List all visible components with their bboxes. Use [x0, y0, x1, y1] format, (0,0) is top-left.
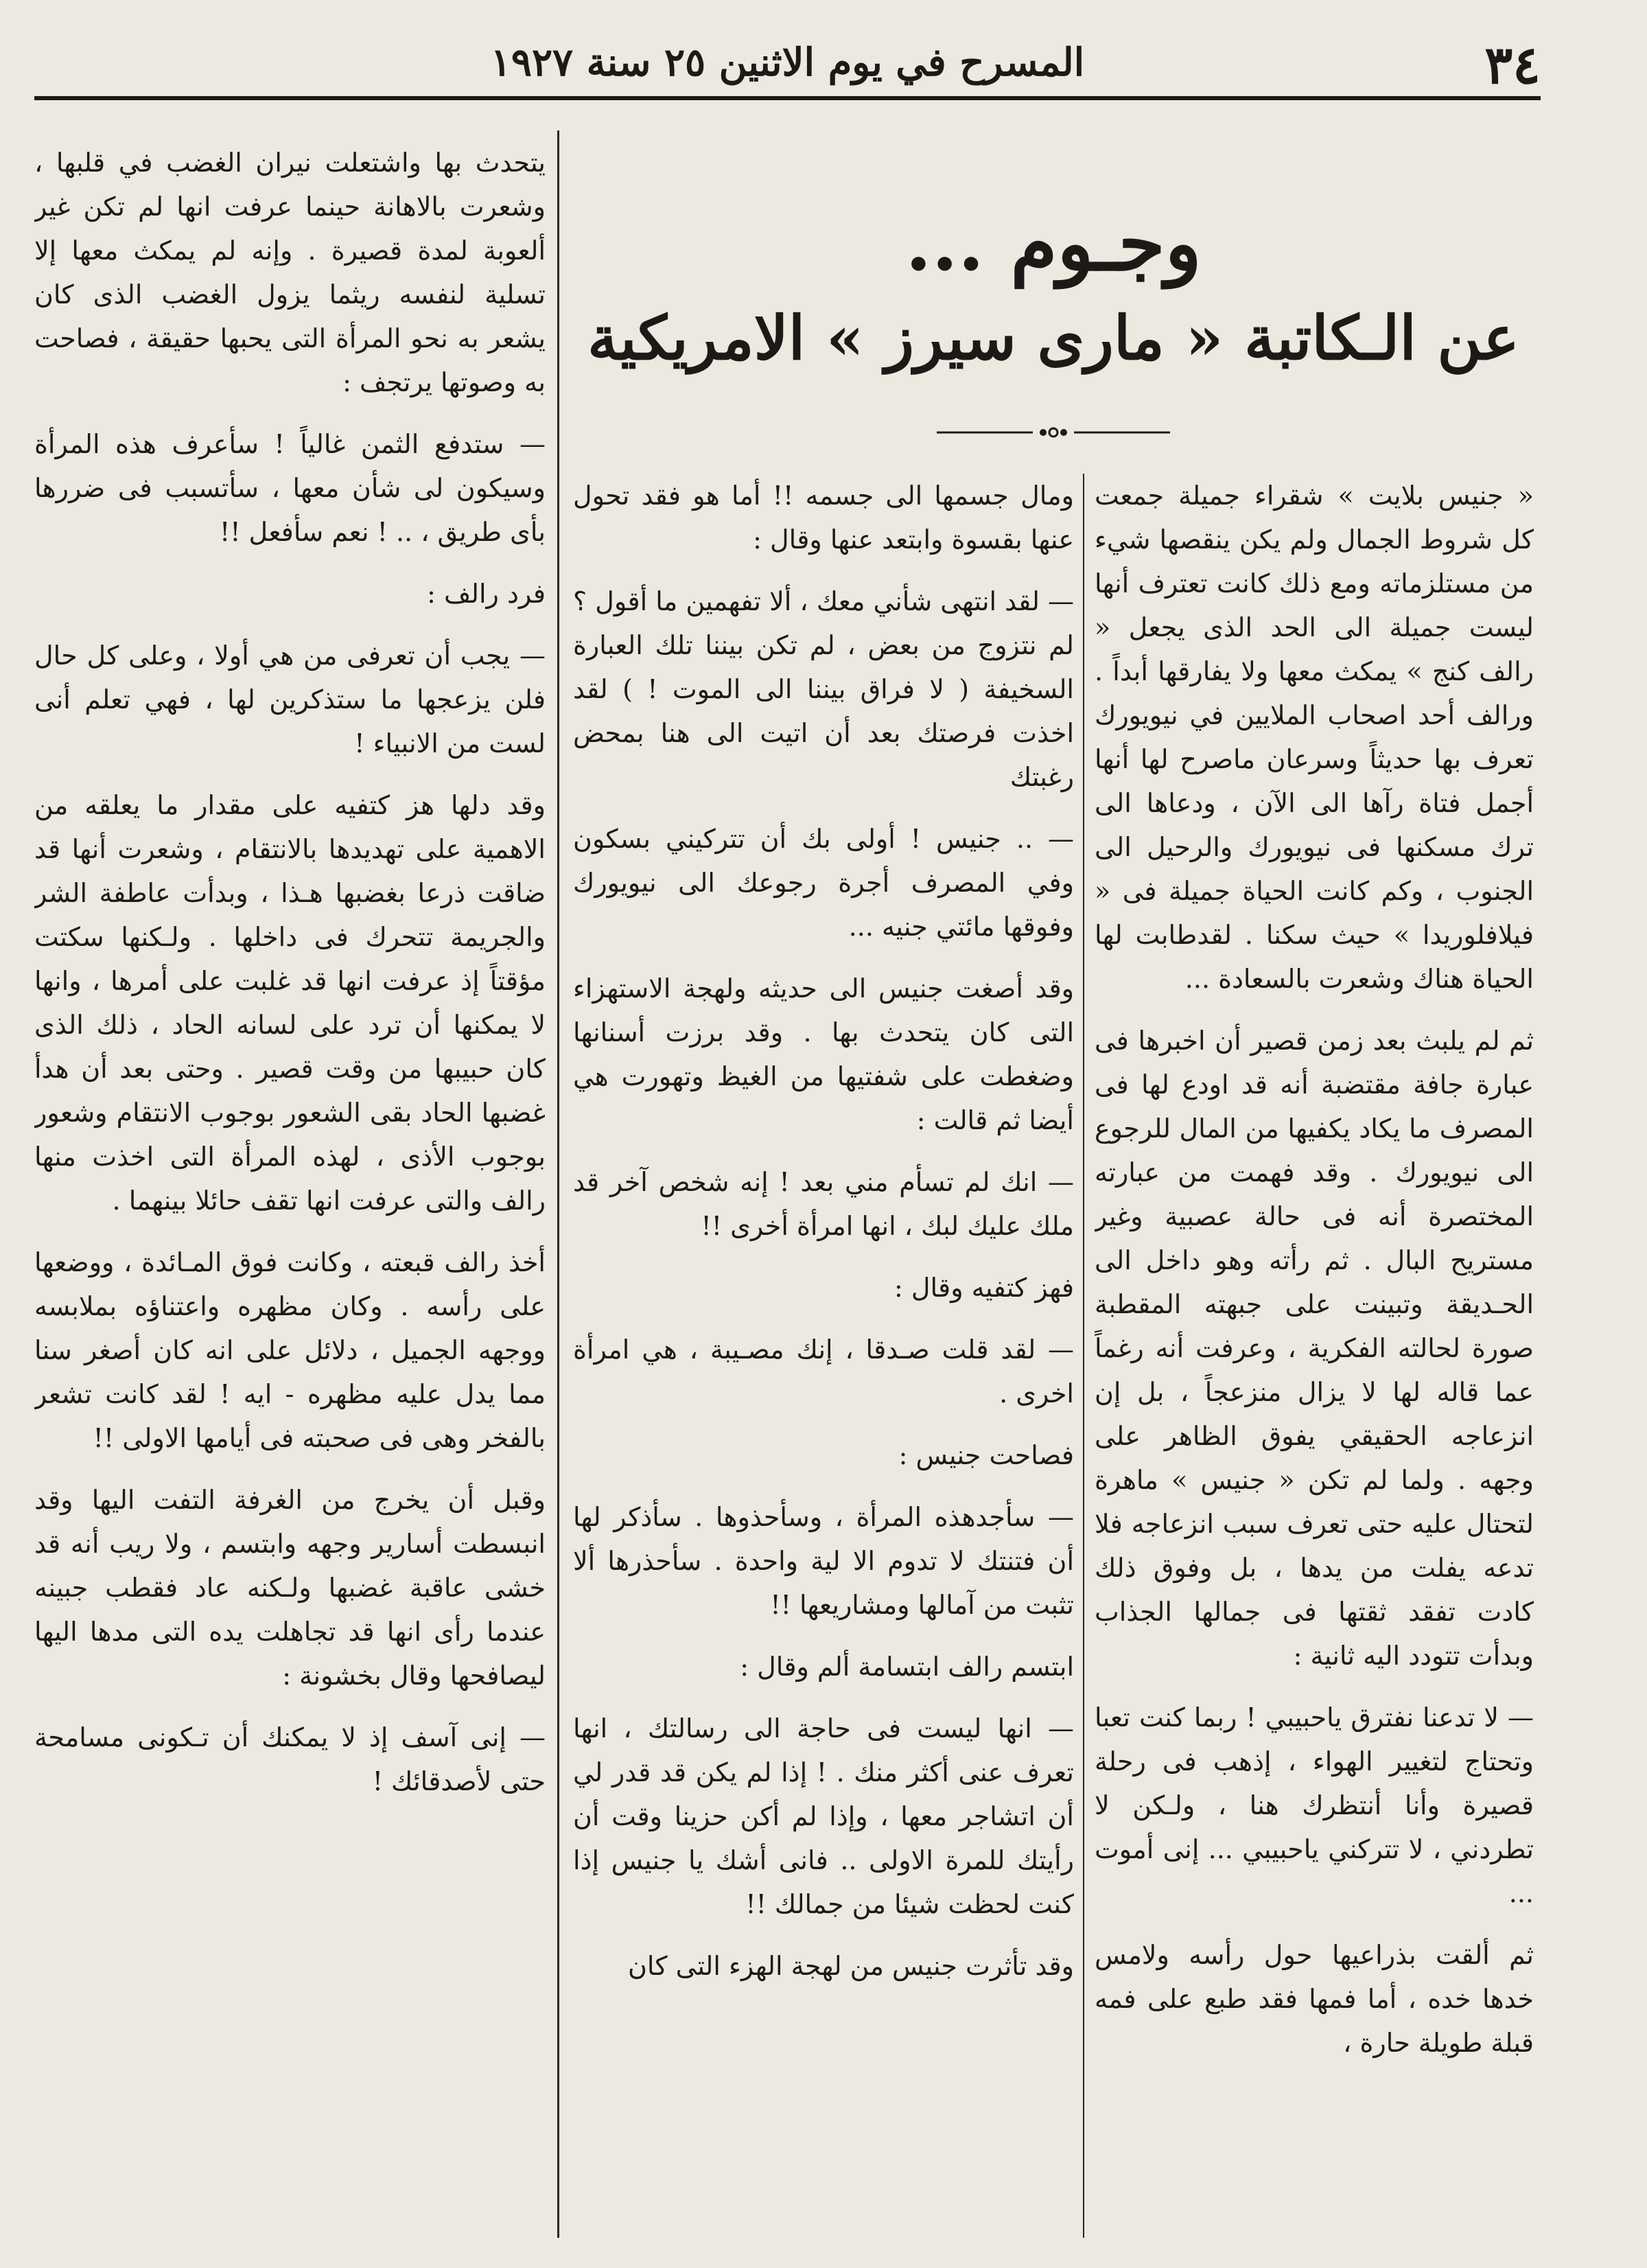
page-header — [34, 27, 1541, 117]
paragraph: — سأجدهذه المرأة ، وسأحذوها . سأذكر لها أن فتنتك لا تدوم الا لية واحدة . سأحذرها ألا تثبت من آمالها ومشاريعها !! — [573, 1502, 1074, 1620]
article-heading — [573, 199, 1534, 460]
paragraph: فرد رالف : — [427, 579, 546, 609]
paragraph: — يجب أن تعرفى من هي أولا ، وعلى كل حال فلن يزعجها ما ستذكرين لها ، فهي تعلم أنى لست من الانبياء ! — [34, 640, 546, 759]
ornamental-divider — [937, 422, 1170, 443]
article-title: وجـوم ... — [905, 199, 1202, 288]
paragraph: يتحدث بها واشتعلت نيران الغضب في قلبها ، وشعرت بالاهانة حينما عرفت انها لم تكن غير ألعوبة لمدة قصيرة . وإنه لم يمكث معها إلا تسلية لنفسه ريثما يزول الغضب الذى كان يشعر به نحو المرأة التى يحبها حقيقة ، فصاحت به وصوتها يرتجف : — [34, 148, 546, 397]
paragraph: — لا تدعنا نفترق ياحبيبي ! ربما كنت تعبا وتحتاج لتغيير الهواء ، إذهب فى رحلة قصيرة وأنا أنتظرك هنا ، ولـكن لا تطردني ، لا تتركني ياحبيبي ... إنى أموت ... — [1095, 1702, 1534, 1908]
paragraph: — انك لم تسأم مني بعد ! إنه شخص آخر قد ملك عليك لبك ، انها امرأة أخرى !! — [573, 1167, 1074, 1241]
column-rule — [557, 130, 559, 2238]
running-title: المسرح في يوم الاثنين ٢٥ سنة ١٩٢٧ — [490, 40, 1085, 85]
paragraph: « جنيس بلايت » شقراء جميلة جمعت كل شروط الجمال ولم يكن ينقصها شيء من مستلزماته ومع ذلك كانت تعترف أنها ليست جميلة الى الحد الذى يجعل « رالف كنج » يمكث معها ولا يفارقها أبداً . ورالف أحد اصحاب الملايين في نيويورك تعرف بها حديثاً وسرعان ماصرح لها أنها أجمل فتاة رآها الى الآن ، ودعاها الى ترك مسكنها فى نيويورك والرحيل الى الجنوب ، وكم كانت الحياة جميلة فى « فيلافلوريدا » حيث سكنا . لقدطابت لها الحياة هناك وشعرت بالسعادة ... — [1095, 481, 1534, 994]
paragraph: أخذ رالف قبعته ، وكانت فوق المـائدة ، ووضعها على رأسه . وكان مظهره واعتناؤه بملابسه ووجهه الجميل ، دلائل على انه كان أصغر سنا مما يدل عليه مظهره - ايه ! لقد كانت تشعر بالفخر وهى فى صحبته فى أيامها الاولى !! — [34, 1247, 546, 1453]
paragraph: — لقد انتهى شأني معك ، ألا تفهمين ما أقول ؟ لم نتزوج من بعض ، لم تكن بيننا تلك العبارة السخيفة ( لا فراق بيننا الى الموت ! ) لقد اخذت فرصتك بعد أن اتيت الى هنا بمحض رغبتك — [573, 586, 1074, 792]
text-column-right — [1095, 474, 1534, 2231]
paragraph: وقد دلها هز كتفيه على مقدار ما يعلقه من الاهمية على تهديدها بالانتقام ، وشعرت أنها قد ضاقت ذرعا بغضبها هـذا ، وبدأت عاطفة الشر والجريمة تتحرك فى داخلها . ولـكنها سكتت مؤقتاً إذ عرفت انها قد غلبت على أمرها ، وانها لا يمكنها أن ترد على لسانه الحاد ، ذلك الذى كان حبيبها من وقت قصير . وحتى بعد أن هدأ غضبها الحاد بقى الشعور بوجوب الانتقام وشعور بوجوب الأذى ، لهذه المرأة التى اخذت منها رالف والتى عرفت انها تقف حائلا بينهما . — [34, 790, 546, 1216]
paragraph: — إنى آسف إذ لا يمكنك أن تـكونى مسامحة حتى لأصدقائك ! — [34, 1722, 546, 1796]
paragraph: فهز كتفيه وقال : — [893, 1273, 1074, 1303]
paragraph: — لقد قلت صـدقا ، إنك مصـيبة ، هي امرأة اخرى . — [573, 1334, 1074, 1409]
paragraph: — انها ليست فى حاجة الى رسالتك ، انها تعرف عنى أكثر منك . ! إذا لم يكن قد قدر لي أن اتشاجر معها ، وإذا لم أكن حزينا وقت أن رأيتك للمرة الاولى .. فانى أشك يا جنيس إذا كنت لحظت شيئا من جمالك !! — [573, 1713, 1074, 1919]
page-number: ٣٤ — [1484, 34, 1541, 95]
paragraph: ومال جسمها الى جسمه !! أما هو فقد تحول عنها بقسوة وابتعد عنها وقال : — [573, 481, 1074, 555]
paragraph: ثم ألقت بذراعيها حول رأسه ولامس خدها خده ، أما فمها فقد طبع على فمه قبلة طويلة حارة ، — [1095, 1940, 1534, 2058]
paragraph: ثم لم يلبث بعد زمن قصير أن اخبرها فى عبارة جافة مقتضبة أنه قد اودع لها فى المصرف ما يكاد يكفيها من المال للرجوع الى نيويورك . وقد فهمت من عبارته المختصرة أنه فى حالة عصبية وغير مستريح البال . ثم رأته وهو داخل الى الحـديقة وتبينت على جبهته المقطبة صورة لحالته الفكرية ، وعرفت أنه رغماً عما قاله لها لا يزال منزعجاً ، بل إن انزعاجه الحقيقي يفوق الظاهر على وجهه . ولما لم تكن « جنيس » ماهرة لتحتال عليه حتى تعرف سبب انزعاجه فلا تدعه يفلت من يدها ، بل وفوق ذلك كادت تفقد ثقتها فى جمالها الجذاب وبدأت تتودد اليه ثانية : — [1095, 1026, 1534, 1671]
header-rule — [34, 96, 1541, 100]
column-rule — [1083, 474, 1084, 2238]
paragraph: وقبل أن يخرج من الغرفة التفت اليها وقد انبسطت أسارير وجهه وابتسم ، ولا ريب أنه قد خشى عاقبة غضبها ولـكنه عاد فقطب جبينه عندما رأى انها قد تجاهلت يده التى مدها اليها ليصافحها وقال بخشونة : — [34, 1485, 546, 1691]
text-column-left — [34, 141, 546, 2234]
paragraph: — .. جنيس ! أولى بك أن تتركيني بسكون وفي المصرف أجرة رجوعك الى نيويورك وفوقها مائتي جنيه ... — [573, 824, 1074, 942]
paragraph: وقد تأثرت جنيس من لهجة الهزء التى كان — [628, 1951, 1074, 1981]
paragraph: وقد أصغت جنيس الى حديثه ولهجة الاستهزاء التى كان يتحدث بها . وقد برزت أسنانها وضغطت على شفتيها من الغيظ وتهورت هي أيضا ثم قالت : — [573, 973, 1074, 1135]
paragraph: ابتسم رالف ابتسامة ألم وقال : — [740, 1652, 1074, 1682]
article-subtitle: عن الـكاتبة « مارى سيرز » الامريكية — [587, 302, 1519, 373]
text-column-middle — [573, 474, 1074, 2231]
paragraph: — ستدفع الثمن غالياً ! سأعرف هذه المرأة وسيكون لى شأن معها ، سأتسبب فى ضررها بأى طريق ، .. ! نعم سأفعل !! — [34, 429, 546, 547]
paragraph: فصاحت جنيس : — [898, 1440, 1074, 1470]
